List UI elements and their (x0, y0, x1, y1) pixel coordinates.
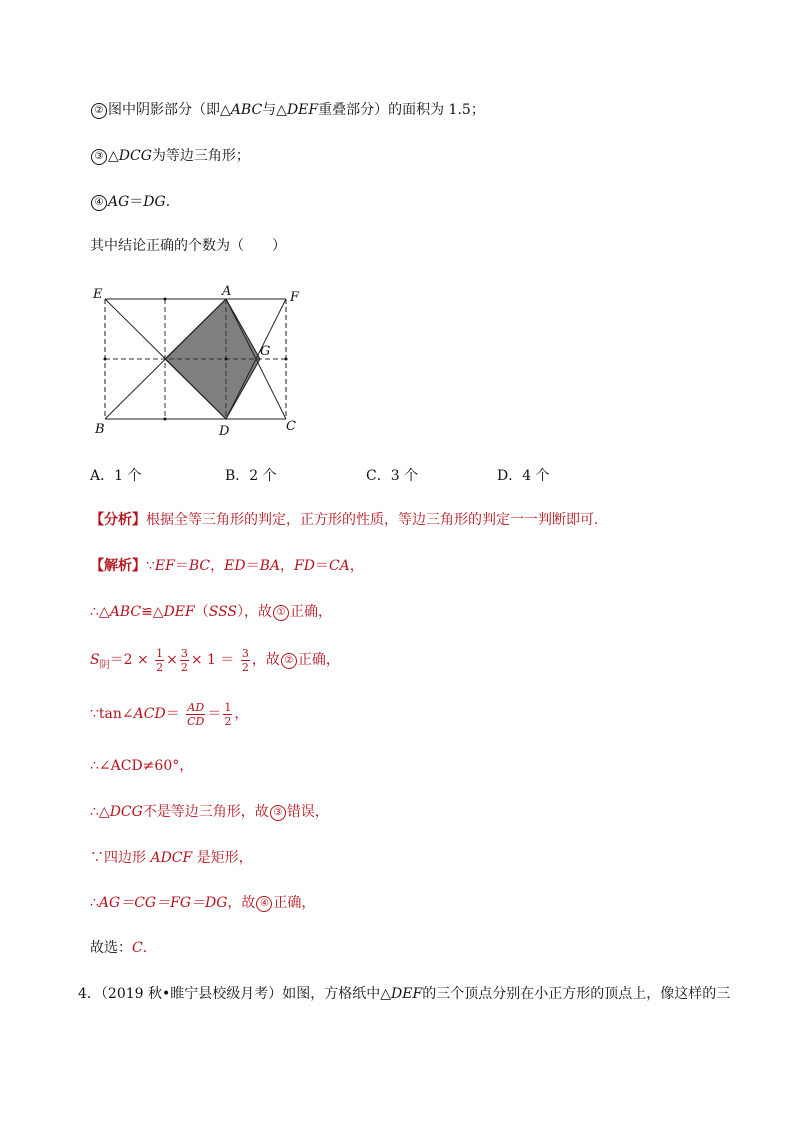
fraction-result: $\frac{3}{2}$ (241, 646, 249, 674)
next-question: 4．（2019 秋•睢宁县校级月考）如图，方格纸中△DEF的三个顶点分别在小正方形的顶点上，像这样的三 (78, 986, 731, 1002)
label-g: G (260, 344, 271, 359)
label-b: B (95, 422, 105, 437)
question-prompt: 其中结论正确的个数为（ ） (90, 238, 286, 254)
solution-line-2: ∴△ABC≌△DEF（SSS），故 ① 正确， (90, 604, 333, 620)
label-d: D (219, 424, 230, 439)
solution-line-1: 【解析】∵EF＝BC，ED＝BA，FD＝CA， (90, 558, 364, 574)
option-a: A．1 个 (90, 468, 142, 484)
solution-line-3: $S_阴=2$ × $\frac{1}{2}$ × $\frac{3}{2}$ × 1 ＝ $\frac{3}{2}$ ，故 ② 正确， (90, 646, 340, 674)
label-f: F (290, 290, 300, 305)
label-a: A (222, 284, 232, 299)
label-c: C (286, 419, 296, 434)
statement-2: ② 图中阴影部分（即△ABC与△DEF重叠部分）的面积为 1.5； (90, 100, 485, 120)
option-c: C．3 个 (366, 468, 419, 484)
answer-options (90, 465, 690, 485)
geometry-figure (90, 280, 320, 440)
solution-line-9: 故选：C． (90, 940, 157, 956)
solution-line-8: ∴AG＝CG＝FG＝DG，故 ④ 正确， (90, 895, 316, 911)
solution-line-6: ∴△DCG不是等边三角形，故 ③ 错误， (90, 804, 329, 820)
analysis-tag: 【分析】 (90, 512, 146, 528)
fraction-1-2: $\frac{1}{2}$ (156, 646, 164, 674)
option-d: D．4 个 (497, 468, 550, 484)
statement-4: ④ AG＝DG． (90, 192, 180, 212)
analysis-text: 根据全等三角形的判定，正方形的性质，等边三角形的判定一一判断即可． (146, 512, 608, 528)
label-e: E (93, 287, 103, 302)
solution-line-5: ∴∠ACD≠60°， (90, 758, 194, 774)
fraction-1-2-b: $\frac{1}{2}$ (224, 700, 232, 728)
analysis-line (90, 510, 608, 530)
solution-tag: 【解析】 (90, 558, 146, 574)
solution-line-7: ∵四边形 ADCF 是矩形， (90, 850, 253, 866)
fraction-ad-cd: $\frac{AD}{CD}$ (187, 700, 205, 728)
statement-3: ③ △DCG为等边三角形； (90, 146, 250, 166)
fraction-3-2: $\frac{3}{2}$ (180, 646, 188, 674)
solution-line-4: ∵tan∠ACD＝ $\frac{AD}{CD}$ ＝ $\frac{1}{2}$ ， (90, 700, 249, 728)
option-b: B．2 个 (225, 468, 277, 484)
